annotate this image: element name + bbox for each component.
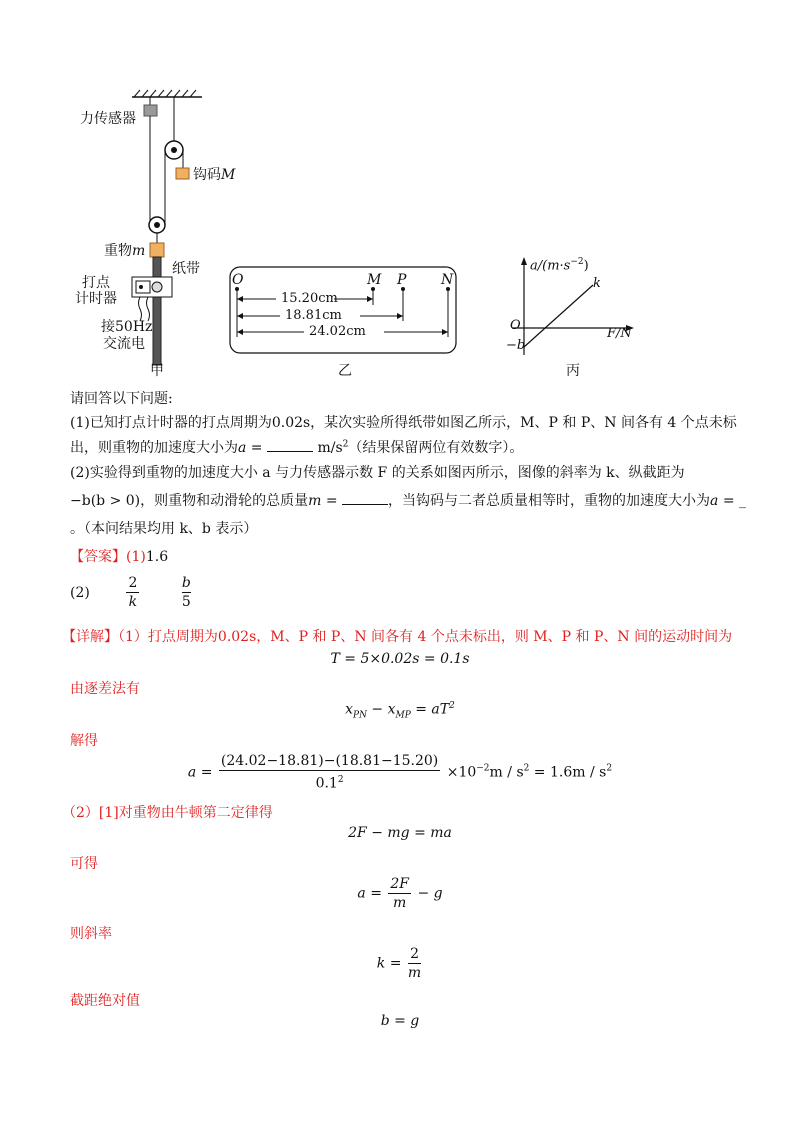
text-solve: 解得: [70, 733, 98, 749]
eq-a-rhs2: m / s: [489, 764, 524, 781]
eq-a-den-sup: 2: [337, 775, 344, 785]
question-p1-line2: 出，则重物的加速度大小为$a = m/s^2$（结果保留两位有效数字）。: [70, 439, 524, 456]
eq-a-rhs1: ×10: [446, 764, 477, 781]
eq-k: [0, 945, 800, 982]
label-timer-2: 计时器: [75, 291, 117, 307]
answer-line1: [70, 546, 168, 566]
eq-a-sq1: 2: [523, 763, 530, 774]
eq-accel: [0, 752, 800, 793]
eq-diff: [0, 701, 800, 720]
p1-unit: m/s: [317, 440, 343, 456]
answer-part1-value: 1.6: [145, 549, 169, 565]
label-tape: 纸带: [172, 261, 200, 277]
text-intercept: 截距绝对值: [70, 993, 140, 1009]
text-slope: 则斜率: [70, 926, 112, 942]
p1-note: （结果保留两位有效数字）。: [348, 440, 524, 456]
eq-a-den-wrap: [219, 771, 440, 793]
label-dist-1: 15.20cm: [281, 291, 338, 306]
label-point-O: O: [232, 272, 244, 288]
label-y-axis: $a/(m\cdot s^{-2})$: [530, 257, 589, 274]
eq-k-num: 2: [408, 945, 421, 964]
answer-frac1-den: k: [126, 592, 139, 611]
label-point-P: P: [397, 272, 407, 288]
weight-var: m: [132, 243, 146, 259]
eq-a-lhs: a =: [187, 764, 213, 781]
eq-a2-rhs: − g: [417, 885, 443, 902]
answer-frac1-num: 2: [128, 575, 138, 591]
figure-jia: [70, 85, 240, 380]
question-p2-line1: (2)实验得到重物的加速度大小 a 与力传感器示数 F 的关系如图丙所示，图像的斜率为 k、纵截距为: [70, 465, 685, 481]
eq-diff-sup: 2: [449, 701, 455, 711]
text-newton: （2）[1]对重物由牛顿第二定律得: [62, 805, 273, 821]
text-get: 可得: [70, 856, 98, 872]
caption-bing: 丙: [566, 363, 580, 379]
p2-intercept: −b(b > 0): [70, 493, 141, 509]
eq-b: b = g: [380, 1013, 420, 1029]
eq-a2-lhs: a =: [357, 885, 382, 902]
question-p2-line3: 。（本问结果均用 k、b 表示）: [70, 521, 258, 537]
answer-blank-2[interactable]: [342, 492, 388, 505]
eq-a2-num: 2F: [390, 876, 409, 892]
text-diff: 由逐差法有: [70, 681, 140, 697]
eq-a-num: (24.02−18.81)−(18.81−15.20): [220, 753, 439, 769]
weight-block: [150, 243, 164, 257]
explanation-line1: [62, 626, 732, 646]
question-intro: 请回答以下问题:: [70, 391, 173, 407]
force-sensor-block: [144, 105, 157, 116]
answer-line2: [70, 574, 193, 611]
label-origin: O: [510, 318, 521, 333]
eq-a2-den: m: [393, 895, 407, 911]
answer-part1-prefix: (1): [126, 549, 146, 565]
answer-part2-prefix: (2): [70, 584, 90, 601]
eq-a-rhs-sup: −2: [476, 763, 490, 774]
explanation-text1: （1）打点周期为0.02s，M、P 和 P、N 间各有 4 个点未标出，则 M、P 和 P、N 间的运动时间为: [118, 629, 733, 645]
p2-var-a: a: [710, 493, 719, 509]
explanation-label: 【详解】: [62, 629, 118, 645]
p1-text-a: 出，则重物的加速度大小为: [70, 440, 238, 456]
eq-diff-sub1: PN: [353, 710, 367, 721]
eq-k-den: m: [407, 965, 422, 981]
figure-yi: [228, 265, 460, 357]
label-hook-mass: [193, 164, 235, 184]
label-dist-3: 24.02cm: [309, 324, 366, 339]
eq-k-lhs: k =: [376, 955, 402, 972]
answer-blank-1[interactable]: [267, 439, 313, 452]
eq-diff-lhs: x: [345, 701, 354, 718]
eq-a-den: 0.1: [315, 775, 338, 792]
eq-diff-rhs: = aT: [410, 701, 450, 718]
eq-diff-mid: − x: [366, 701, 396, 718]
p2-text-b: ，则重物和动滑轮的总质量: [140, 493, 309, 509]
p1-var-a: a: [238, 440, 247, 456]
p2-text-c: ，当钩码与二者总质量相等时，重物的加速度大小为: [388, 493, 711, 509]
question-p2-line2: −b(b > 0)，则重物和动滑轮的总质量m = ，当钩码与二者总质量相等时，重物的加速度大小为a = _: [70, 493, 747, 509]
eq-period: T = 5×0.02s = 0.1s: [330, 651, 470, 667]
y-axis-exp: −2: [570, 257, 584, 267]
y-axis-text: a/(m·s: [530, 258, 571, 274]
answer-frac2-num: b: [181, 575, 191, 591]
p2-var-m: m: [308, 493, 322, 509]
label-dist-2: 18.81cm: [285, 308, 342, 323]
eq-a-rhs3: = 1.6m / s: [529, 764, 607, 781]
weight-prefix: 重物: [104, 243, 132, 259]
graph-line-k: [524, 285, 593, 347]
label-x-axis: F/N: [607, 326, 632, 341]
question-p1-line1: (1)已知打点计时器的打点周期为0.02s，某次实验所得纸带如图乙所示，M、P 和 P、N 间各有 4 个点未标: [70, 415, 737, 431]
label-force-sensor: 力传感器: [80, 111, 136, 127]
answer-label: 【答案】: [70, 549, 126, 565]
label-supply-1: 接50Hz: [101, 319, 153, 335]
caption-yi: 乙: [338, 363, 352, 379]
eq-a-sq2: 2: [606, 763, 613, 774]
label-supply-2: 交流电: [103, 336, 145, 352]
label-line-k: k: [593, 276, 601, 291]
eq-a2: [0, 875, 800, 912]
label-point-N: N: [441, 272, 454, 288]
caption-jia: 甲: [150, 363, 164, 379]
hook-mass-block: [176, 168, 189, 179]
eq-newton: 2F − mg = ma: [348, 825, 452, 841]
hook-mass-var: M: [221, 167, 236, 183]
label-weight: [104, 240, 145, 260]
label-intercept: −b: [506, 338, 526, 353]
label-timer-1: 打点: [82, 275, 110, 291]
answer-frac2-den: 5: [181, 594, 191, 610]
label-point-M: M: [367, 272, 382, 288]
hook-mass-prefix: 钩码: [193, 167, 221, 183]
eq-diff-sub2: MP: [395, 710, 411, 721]
tape-strip: [153, 257, 161, 365]
